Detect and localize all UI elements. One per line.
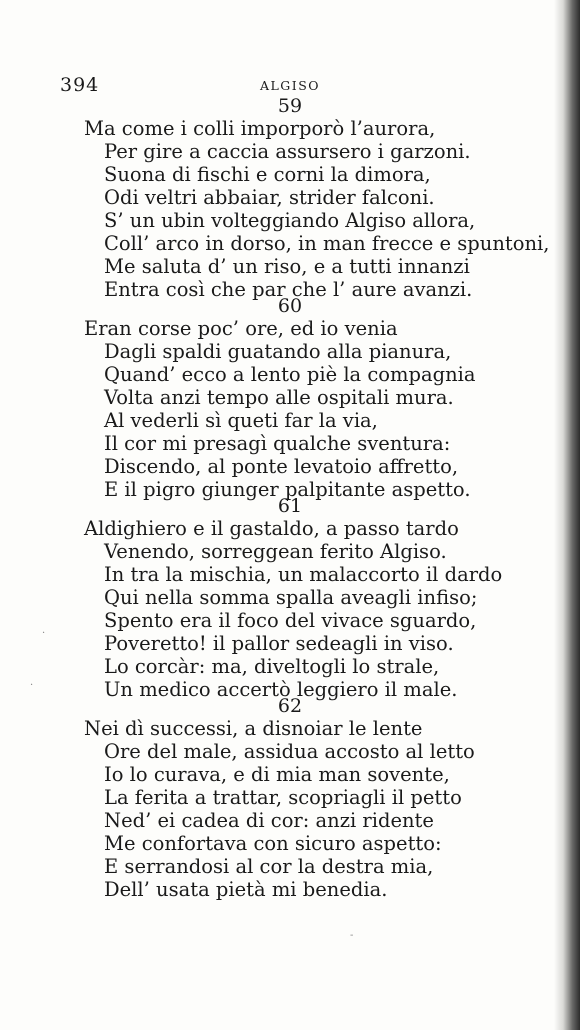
verse-line: Discendo, al ponte levatoio affretto, [104, 455, 459, 478]
verse-line: Entra così che par che l’ aure avanzi. [104, 278, 473, 301]
verse-line: Nei dì successi, a disnoiar le lente [84, 717, 423, 740]
paper-speck: · [30, 680, 34, 691]
verse-line: Ma come i colli imporporò l’aurora, [84, 117, 436, 140]
verse-line: Il cor mi presagì qualche sventura: [104, 432, 451, 455]
verse-line: Volta anzi tempo alle ospitali mura. [104, 386, 454, 409]
verse-line: Poveretto! il pallor sedeagli in viso. [104, 632, 454, 655]
verse-line: Eran corse poc’ ore, ed io venia [84, 317, 398, 340]
page-number: 394 [60, 74, 100, 96]
verse-line: Me saluta d’ un riso, e a tutti innanzi [104, 255, 470, 278]
verse-line: In tra la mischia, un malaccorto il dardo [104, 563, 503, 586]
stanza-number: 62 [277, 695, 303, 717]
page-spine-shadow [554, 0, 580, 1030]
stanza-number: 61 [277, 495, 303, 517]
page-header [60, 74, 520, 96]
verse-line: Quand’ ecco a lento piè la compagnia [104, 363, 476, 386]
verse-line: Venendo, sorreggean ferito Algiso. [104, 540, 447, 563]
verse-line: E serrandosi al cor la destra mia, [104, 855, 434, 878]
stanza-number: 60 [277, 295, 303, 317]
verse-line: Lo corcàr: ma, diveltogli lo strale, [104, 655, 440, 678]
verse-line: Ore del male, assidua accosto al letto [104, 740, 475, 763]
verse-line: Un medico accertò leggiero il male. [104, 678, 458, 701]
verse-line: Odi veltri abbaiar, strider falconi. [104, 186, 435, 209]
verse-line: Coll’ arco in dorso, in man frecce e spuntoni, [104, 232, 550, 255]
verse-line: Ned’ ei cadea di cor: anzi ridente [104, 809, 434, 832]
verse-line: Al vederli sì queti far la via, [104, 409, 378, 432]
paper-speck: · [42, 628, 46, 639]
verse-line: Dagli spaldi guatando alla pianura, [104, 340, 452, 363]
verse-line: Spento era il foco del vivace sguardo, [104, 609, 477, 632]
verse-line: E il pigro giunger palpitante aspetto. [104, 478, 471, 501]
verse-line: Dell’ usata pietà mi benedia. [104, 878, 388, 901]
verse-line: Qui nella somma spalla aveagli infiso; [104, 586, 478, 609]
verse-line: S’ un ubin volteggiando Algiso allora, [104, 209, 476, 232]
verse-line: Aldighiero e il gastaldo, a passo tardo [84, 517, 459, 540]
verse-line: Io lo curava, e di mia man sovente, [104, 763, 450, 786]
verse-line: Me confortava con sicuro aspetto: [104, 832, 442, 855]
verse-line: La ferita a trattar, scopriagli il petto [104, 786, 462, 809]
verse-line: Suona di fischi e corni la dimora, [104, 163, 431, 186]
running-title: ALGISO [259, 78, 321, 93]
verse-line: Per gire a caccia assursero i garzoni. [104, 140, 471, 163]
stanza-number: 59 [277, 95, 303, 117]
paper-speck: - [350, 930, 354, 941]
